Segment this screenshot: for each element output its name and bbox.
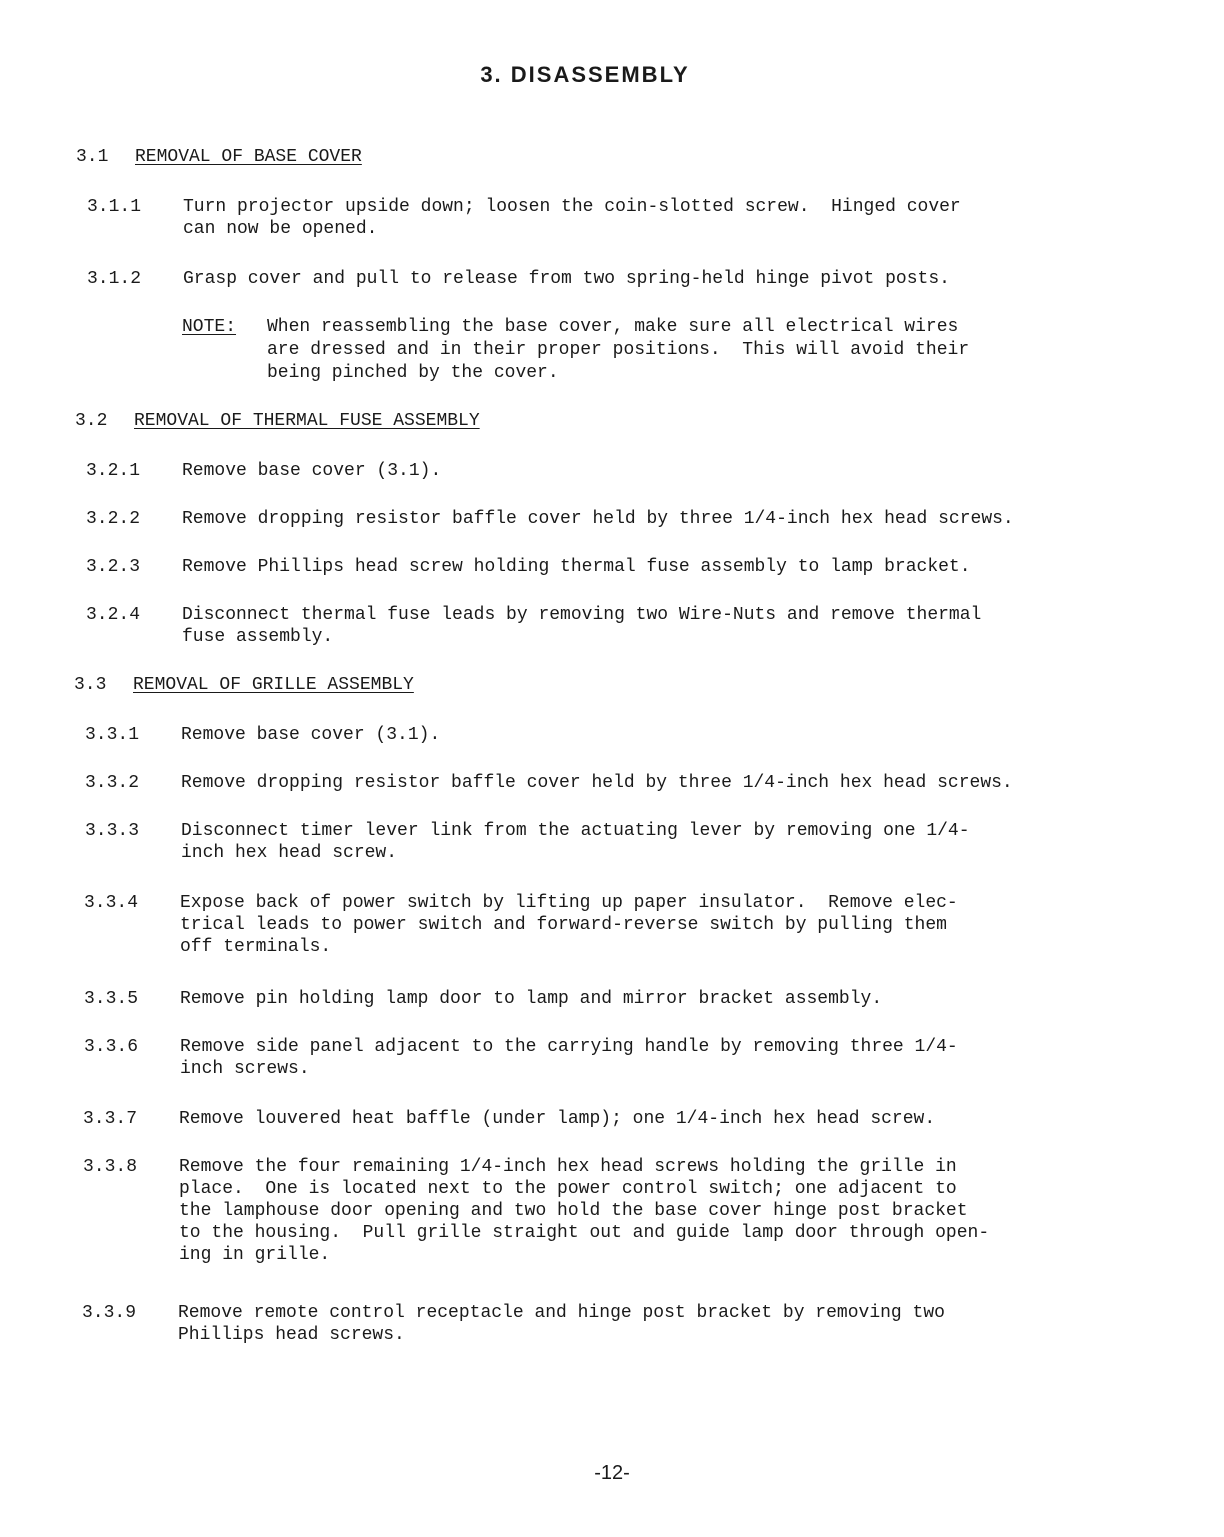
- item-text: Expose back of power switch by lifting up paper insulator. Remove elec- trical leads to power switch and forward-reverse switch by pulling them off terminals.: [180, 893, 958, 957]
- item-text: Remove side panel adjacent to the carrying handle by removing three 1/4- inch screws.: [180, 1037, 958, 1079]
- item-number: 3.1.1: [87, 197, 142, 217]
- item-text: Remove Phillips head screw holding thermal fuse assembly to lamp bracket.: [182, 557, 971, 577]
- item-number: 3.2.1: [86, 461, 141, 481]
- item-number: 3.2.2: [86, 509, 141, 529]
- item-text: Remove the four remaining 1/4-inch hex head screws holding the grille in place. One is located next to the power control switch; one adjacent to the lamphouse door opening and two hold the base cover hinge post bracket to the housing. Pull grille straight out and guide lamp door through open- ing in grille.: [179, 1157, 990, 1265]
- item-text: Remove base cover (3.1).: [182, 461, 442, 481]
- item-number: 3.3.3: [85, 821, 140, 841]
- item-text: Disconnect thermal fuse leads by removing two Wire-Nuts and remove thermal fuse assembly.: [182, 605, 982, 647]
- note-label: NOTE:: [182, 317, 237, 337]
- item-number: 3.2.3: [86, 557, 141, 577]
- item-number: 3.3.4: [84, 893, 139, 913]
- item-text: Grasp cover and pull to release from two spring-held hinge pivot posts.: [183, 269, 950, 289]
- page-number: -12-: [594, 1462, 630, 1484]
- page-title: 3. DISASSEMBLY: [480, 62, 690, 87]
- item-text: Remove base cover (3.1).: [181, 725, 441, 745]
- item-text: Remove dropping resistor baffle cover held by three 1/4-inch hex head screws.: [181, 773, 1013, 793]
- note-text: When reassembling the base cover, make sure all electrical wires are dressed and in their proper positions. This will avoid their being pinched by the cover.: [267, 317, 970, 383]
- item-number: 3.1.2: [87, 269, 142, 289]
- item-text: Remove remote control receptacle and hinge post bracket by removing two Phillips head screws.: [178, 1303, 945, 1345]
- section-number: 3.3: [74, 675, 107, 695]
- section-number: 3.1: [76, 147, 109, 167]
- section-number: 3.2: [75, 411, 108, 431]
- section-title: REMOVAL OF BASE COVER: [135, 147, 362, 167]
- item-number: 3.3.5: [84, 989, 139, 1009]
- section-title: REMOVAL OF GRILLE ASSEMBLY: [133, 675, 414, 695]
- item-text: Remove pin holding lamp door to lamp and mirror bracket assembly.: [180, 989, 883, 1009]
- item-text: Remove dropping resistor baffle cover held by three 1/4-inch hex head screws.: [182, 509, 1014, 529]
- item-number: 3.3.1: [85, 725, 140, 745]
- item-number: 3.3.2: [85, 773, 140, 793]
- item-number: 3.3.9: [82, 1303, 137, 1323]
- item-text: Disconnect timer lever link from the actuating lever by removing one 1/4- inch hex head screw.: [181, 821, 970, 863]
- section-title: REMOVAL OF THERMAL FUSE ASSEMBLY: [134, 411, 480, 431]
- item-text: Remove louvered heat baffle (under lamp); one 1/4-inch hex head screw.: [179, 1109, 936, 1129]
- item-number: 3.2.4: [86, 605, 141, 625]
- item-number: 3.3.7: [83, 1109, 138, 1129]
- item-number: 3.3.8: [83, 1157, 138, 1177]
- item-number: 3.3.6: [84, 1037, 139, 1057]
- item-text: Turn projector upside down; loosen the coin-slotted screw. Hinged cover can now be opened.: [183, 197, 961, 239]
